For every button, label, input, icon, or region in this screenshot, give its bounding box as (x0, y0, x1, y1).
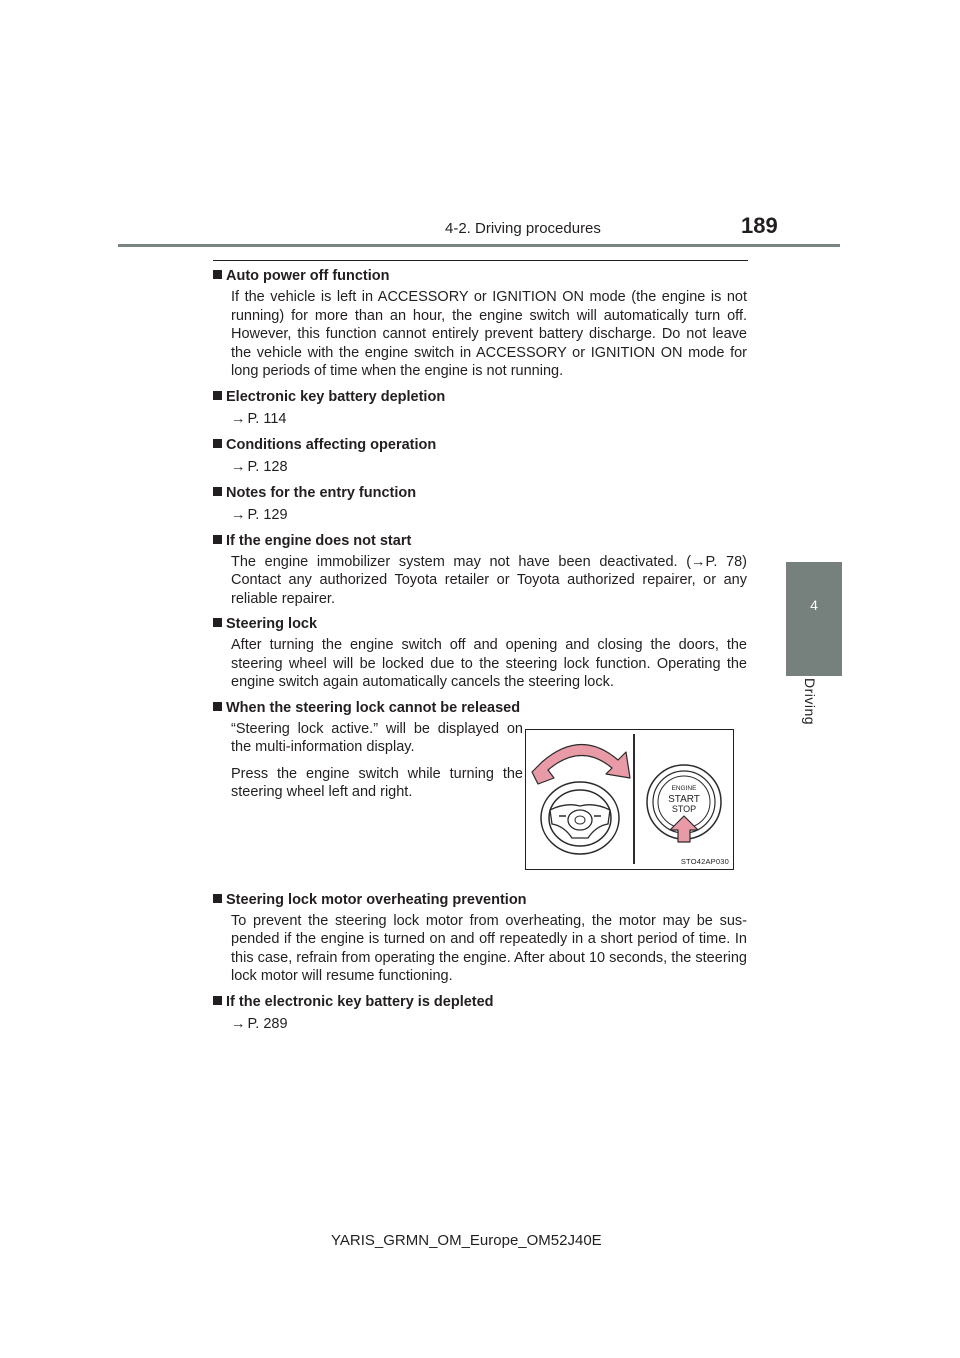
section-title: Conditions affecting operation (226, 436, 437, 453)
chapter-tab-number: 4 (810, 597, 818, 613)
section-steering-lock-not-released (213, 698, 747, 884)
section-key-battery-depletion (213, 387, 747, 429)
page-reference-link[interactable]: → P. 114 (231, 410, 287, 427)
section-conditions-affecting-operation (213, 435, 747, 477)
section-engine-does-not-start (213, 531, 747, 609)
section-body: Press the engine switch while turning the steering wheel left and right. (231, 765, 523, 800)
header-section-title: 4-2. Driving procedures (445, 220, 601, 237)
section-body: “Steering lock active.” will be displayed on the multi-information display. (231, 720, 523, 755)
section-entry-function-notes (213, 483, 747, 525)
section-body: After turning the engine switch off and opening and closing the doors, the steering wheel will be locked due to the steering lock function. Operating the engine switch again automatically cancels the steering lock. (231, 637, 747, 690)
page-content (213, 266, 747, 1040)
page-reference-link[interactable]: → P. 289 (231, 1015, 288, 1032)
illustration-code: STO42AP030 (680, 856, 729, 866)
content-divider (213, 260, 748, 261)
section-lock-motor-overheating (213, 890, 747, 986)
section-title: Electronic key battery depletion (226, 388, 446, 405)
section-body: If the vehicle is left in ACCESSORY or IGNITION ON mode (the engine is not running) for more than an hour, the engine switch will automatically turn off. However, this function cannot entirely prevent battery discharge. Do not leave the vehicle with the engine switch in ACCESSORY or IGNITION ON mode for long periods of time when the engine is not running. (231, 289, 747, 379)
page-number: 189 (741, 213, 778, 238)
steering-wheel-and-engine-button-icon (526, 730, 733, 869)
button-label-start: START (668, 793, 700, 805)
section-body: To prevent the steering lock motor from overheating, the motor may be sus-pended if the engine is turned on and off repeatedly in a short period of time. In this case, refrain from operating the engine. After about 10 seconds, the steering lock motor will resume functioning. (231, 912, 747, 984)
chapter-tab-label: Driving (802, 678, 818, 726)
header-divider (118, 244, 840, 247)
arrow-right-icon: → (231, 410, 246, 427)
square-bullet-icon (213, 439, 222, 448)
arrow-right-icon: → (231, 458, 246, 475)
square-bullet-icon (213, 618, 222, 627)
arrow-right-icon: → (231, 1015, 246, 1032)
square-bullet-icon (213, 391, 222, 400)
section-title: If the engine does not start (226, 532, 412, 549)
button-label-stop: STOP (671, 803, 697, 814)
steering-wheel-icon (541, 782, 619, 854)
chapter-tab[interactable] (786, 562, 842, 676)
square-bullet-icon (213, 702, 222, 711)
page-reference-link[interactable]: → P. 128 (231, 458, 288, 475)
arrow-right-icon: → (231, 506, 246, 523)
section-title: If the electronic key battery is depleted (226, 993, 494, 1010)
section-title: When the steering lock cannot be released (226, 699, 521, 716)
section-title: Notes for the entry function (226, 484, 417, 501)
section-key-battery-depleted (213, 992, 747, 1034)
page-reference-link[interactable]: → P. 129 (231, 506, 288, 523)
section-title: Steering lock (226, 616, 318, 632)
square-bullet-icon (213, 487, 222, 496)
section-body: The engine immobilizer system may not have been deactivated. (→P. 78) Contact any authorized Toyota retailer or Toyota authorized repairer, or any reliable repairer. (231, 553, 747, 607)
section-title: Steering lock motor overheating prevention (226, 891, 527, 908)
steering-lock-illustration (525, 729, 734, 870)
section-title: Auto power off function (226, 268, 390, 284)
button-label-engine: ENGINE (671, 784, 697, 792)
section-steering-lock (213, 614, 747, 692)
section-auto-power-off (213, 266, 747, 381)
square-bullet-icon (213, 535, 222, 544)
square-bullet-icon (213, 894, 222, 903)
square-bullet-icon (213, 270, 222, 279)
footer-document-id: YARIS_GRMN_OM_Europe_OM52J40E (331, 1232, 602, 1249)
square-bullet-icon (213, 996, 222, 1005)
rotate-arrow-icon (532, 744, 630, 784)
